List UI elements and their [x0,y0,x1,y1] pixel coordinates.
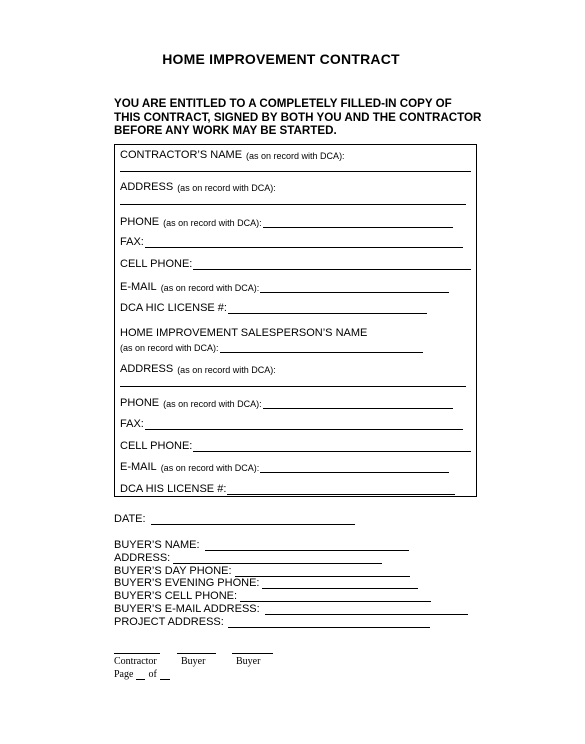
salesperson-name-note-field [120,342,423,353]
contractor-initial-line[interactable] [114,653,160,654]
field-label: BUYER’S NAME: [114,539,200,551]
salesperson-fax-line[interactable] [145,419,463,430]
salesperson-email-line[interactable] [260,462,449,473]
contractor-cell-field [120,258,471,270]
buyer-email-field [114,603,468,615]
salesperson-fax-field [120,418,463,430]
buyer-name-line[interactable] [205,540,409,551]
page-number-line[interactable] [136,671,145,680]
contractor-fax-line[interactable] [145,237,463,248]
field-label: CELL PHONE: [120,258,193,270]
buyer2-initial-line[interactable] [232,653,273,654]
field-label: BUYER’S E-MAIL ADDRESS: [114,603,260,615]
field-note: (as on record with DCA): [163,218,262,228]
field-label: HOME IMPROVEMENT SALESPERSON’S NAME [120,327,368,339]
buyer-address-field [114,552,382,564]
buyer1-initial-line[interactable] [177,653,216,654]
field-label: PHONE [120,397,160,409]
buyer1-initial-label: Buyer [181,656,206,667]
salesperson-address-line[interactable] [120,386,466,387]
field-label: PROJECT ADDRESS: [114,616,224,628]
field-note: (as on record with DCA): [163,399,262,409]
field-label: DATE: [114,513,146,525]
salesperson-license-line[interactable] [227,484,455,495]
contractor-address-field [120,181,276,193]
field-label: BUYER’S EVENING PHONE: [114,577,260,589]
field-label: ADDRESS [120,181,174,193]
notice-line: YOU ARE ENTITLED TO A COMPLETELY FILLED-IN COPY OF [114,97,452,110]
field-note: (as on record with DCA): [160,463,260,473]
buyer2-initial-label: Buyer [236,656,261,667]
project-address-line[interactable] [228,617,430,628]
salesperson-license-field [120,483,455,495]
buyer-email-line[interactable] [265,604,468,615]
buyer-cell-phone-field [114,590,431,602]
page-label: Page [114,669,134,680]
buyer-cell-phone-line[interactable] [240,591,431,602]
contractor-license-field [120,302,427,314]
field-note: (as on record with DCA): [120,343,219,353]
field-label: PHONE [120,216,160,228]
salesperson-email-field [120,461,449,473]
field-note: (as on record with DCA): [177,183,276,193]
contractor-license-line[interactable] [228,303,427,314]
field-label: FAX: [120,236,144,248]
buyer-address-line[interactable] [173,553,382,564]
field-label: DCA HIS LICENSE #: [120,483,227,495]
buyer-day-phone-field [114,565,410,577]
buyer-evening-phone-line[interactable] [262,578,418,589]
of-label: of [148,669,157,680]
contractor-fax-field [120,236,463,248]
page-title: HOME IMPROVEMENT CONTRACT [162,51,400,67]
contractor-phone-field [120,216,453,228]
buyer-name-field [114,539,409,551]
field-label: BUYER’S DAY PHONE: [114,565,232,577]
contractor-initial-label: Contractor [114,656,157,667]
salesperson-name-line[interactable] [220,342,423,353]
buyer-evening-phone-field [114,577,418,589]
contractor-name-line[interactable] [120,171,471,172]
field-label: ADDRESS [120,363,174,375]
field-note: (as on record with DCA): [177,365,276,375]
date-field [114,513,355,525]
page-total-line[interactable] [160,671,170,680]
salesperson-phone-field [120,397,453,409]
field-label: DCA HIC LICENSE #: [120,302,227,314]
field-label: E-MAIL [120,281,157,293]
contractor-cell-line[interactable] [193,259,471,270]
field-label: ADDRESS: [114,552,171,564]
field-note: (as on record with DCA): [160,283,260,293]
salesperson-cell-field [120,440,471,452]
contractor-email-field [120,281,449,293]
page-number-field [114,669,170,680]
field-label: BUYER’S CELL PHONE: [114,590,238,602]
date-line[interactable] [151,514,355,525]
notice-line: BEFORE ANY WORK MAY BE STARTED. [114,124,337,137]
contractor-name-field [120,149,345,161]
salesperson-address-field [120,363,276,375]
notice-line: THIS CONTRACT, SIGNED BY BOTH YOU AND THE CONTRACTOR [114,110,482,124]
project-address-field [114,616,430,628]
salesperson-name-field [120,327,367,339]
salesperson-cell-line[interactable] [193,441,471,452]
field-label: FAX: [120,418,144,430]
contractor-address-line[interactable] [120,204,466,205]
field-label: E-MAIL [120,461,157,473]
contractor-email-line[interactable] [260,282,449,293]
field-note: (as on record with DCA): [246,151,345,161]
field-label: CONTRACTOR’S NAME [120,149,243,161]
buyer-day-phone-line[interactable] [235,566,410,577]
field-label: CELL PHONE: [120,440,193,452]
notice-text [114,97,481,138]
contractor-phone-line[interactable] [263,217,453,228]
salesperson-phone-line[interactable] [263,398,453,409]
